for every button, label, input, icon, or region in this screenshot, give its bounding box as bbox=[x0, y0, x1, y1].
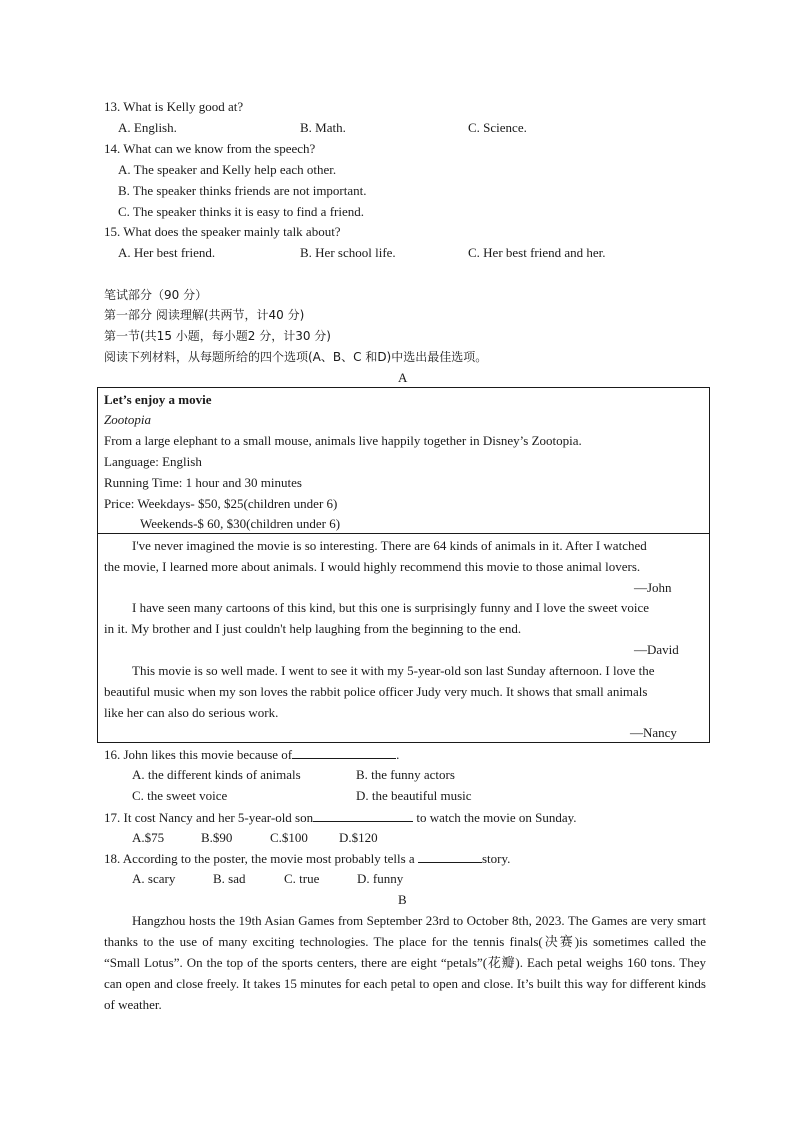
review-david-line2: in it. My brother and I just couldn't help laughing from the beginning to the end. bbox=[104, 621, 522, 636]
q17-blank[interactable] bbox=[313, 809, 413, 822]
q15-stem: 15. What does the speaker mainly talk about? bbox=[104, 224, 341, 239]
movie-description: From a large elephant to a small mouse, animals live happily together in Disney’s Zootopia. bbox=[104, 433, 582, 448]
q14-option-b: B. The speaker thinks friends are not important. bbox=[118, 183, 367, 198]
review-nancy-line3: like her can also do serious work. bbox=[104, 705, 279, 720]
q16-option-c: C. the sweet voice bbox=[132, 788, 228, 803]
poster-title: Let’s enjoy a movie bbox=[104, 392, 212, 407]
q17-option-a: A.$75 bbox=[132, 830, 165, 845]
q16-stem-text: 16. John likes this movie because of bbox=[104, 747, 293, 762]
movie-language: Language: English bbox=[104, 454, 202, 469]
q13-stem: 13. What is Kelly good at? bbox=[104, 99, 244, 114]
q17-stem bbox=[104, 809, 577, 826]
q13-option-b: B. Math. bbox=[300, 120, 346, 135]
written-heading: 笔试部分（90 分） bbox=[104, 288, 208, 302]
q16-option-b: B. the funny actors bbox=[356, 767, 455, 782]
passage-b-label: B bbox=[398, 892, 407, 907]
q17-option-c: C.$100 bbox=[270, 830, 308, 845]
part-one-heading: 第一部分 阅读理解(共两节，计40 分) bbox=[104, 308, 305, 322]
review-john-signature: —John bbox=[634, 580, 672, 595]
movie-price-weekends: Weekends-$ 60, $30(children under 6) bbox=[140, 516, 341, 531]
q18-option-a: A. scary bbox=[132, 871, 176, 886]
q14-option-a: A. The speaker and Kelly help each other. bbox=[118, 162, 337, 177]
q18-option-c: C. true bbox=[284, 871, 320, 886]
movie-price-weekdays: Price: Weekdays- $50, $25(children under 6) bbox=[104, 496, 338, 511]
q15-option-c: C. Her best friend and her. bbox=[468, 245, 606, 260]
q15-option-b: B. Her school life. bbox=[300, 245, 396, 260]
q14-stem: 14. What can we know from the speech? bbox=[104, 141, 316, 156]
review-john-line2: the movie, I learned more about animals. I would highly recommend this movie to those animal lovers. bbox=[104, 559, 641, 574]
q14-option-c: C. The speaker thinks it is easy to find a friend. bbox=[118, 204, 364, 219]
q17-option-b: B.$90 bbox=[201, 830, 233, 845]
q13-option-a: A. English. bbox=[118, 120, 177, 135]
review-john-line1: I've never imagined the movie is so interesting. There are 64 kinds of animals in it. After I watched bbox=[132, 538, 647, 553]
q18-option-d: D. funny bbox=[357, 871, 404, 886]
review-david-signature: —David bbox=[634, 642, 679, 657]
q13-option-c: C. Science. bbox=[468, 120, 527, 135]
q16-blank[interactable] bbox=[292, 746, 396, 759]
q18-stem bbox=[104, 850, 510, 867]
q16-option-a: A. the different kinds of animals bbox=[132, 767, 301, 782]
q16-option-d: D. the beautiful music bbox=[356, 788, 472, 803]
review-nancy-signature: —Nancy bbox=[630, 725, 677, 740]
q17-option-d: D.$120 bbox=[339, 830, 378, 845]
passage-a-label: A bbox=[398, 370, 408, 385]
q17-stem-text: 17. It cost Nancy and her 5-year-old son bbox=[104, 810, 314, 825]
section-one-heading: 第一节(共15 小题，每小题2 分，计30 分) bbox=[104, 329, 331, 343]
review-david-line1: I have seen many cartoons of this kind, but this one is surprisingly funny and I love the sweet voice bbox=[132, 600, 650, 615]
movie-running-time: Running Time: 1 hour and 30 minutes bbox=[104, 475, 302, 490]
q18-stem-text: 18. According to the poster, the movie most probably tells a bbox=[104, 851, 418, 866]
movie-name: Zootopia bbox=[104, 412, 151, 427]
q16-stem-end: . bbox=[396, 747, 400, 762]
instruction: 阅读下列材料，从每题所给的四个选项(A、B、C 和D)中选出最佳选项。 bbox=[104, 350, 488, 364]
q16-stem bbox=[104, 746, 399, 763]
q18-blank[interactable] bbox=[418, 850, 482, 863]
review-nancy-line2: beautiful music when my son loves the rabbit police officer Judy very much. It shows that small animals bbox=[104, 684, 648, 699]
q15-option-a: A. Her best friend. bbox=[118, 245, 216, 260]
passage-b-text: Hangzhou hosts the 19th Asian Games from September 23rd to October 8th, 2023. The Games are very smart thanks to the use of many exciting technologies. The place for the tennis finals(决赛)is sometimes called the “Small Lotus”. On the top of the sports centers, there are eight “petals”(花瓣). Each petal weighs 160 tons. They can open and close freely. It takes 15 minutes for each petal to open and close. It’s built this way for different kinds of weather. bbox=[104, 913, 706, 1012]
q18-option-b: B. sad bbox=[213, 871, 246, 886]
q18-stem-end: story. bbox=[481, 851, 511, 866]
review-nancy-line1: This movie is so well made. I went to see it with my 5-year-old son last Sunday afternoon. I love the bbox=[132, 663, 655, 678]
q17-stem-end: to watch the movie on Sunday. bbox=[413, 810, 577, 825]
